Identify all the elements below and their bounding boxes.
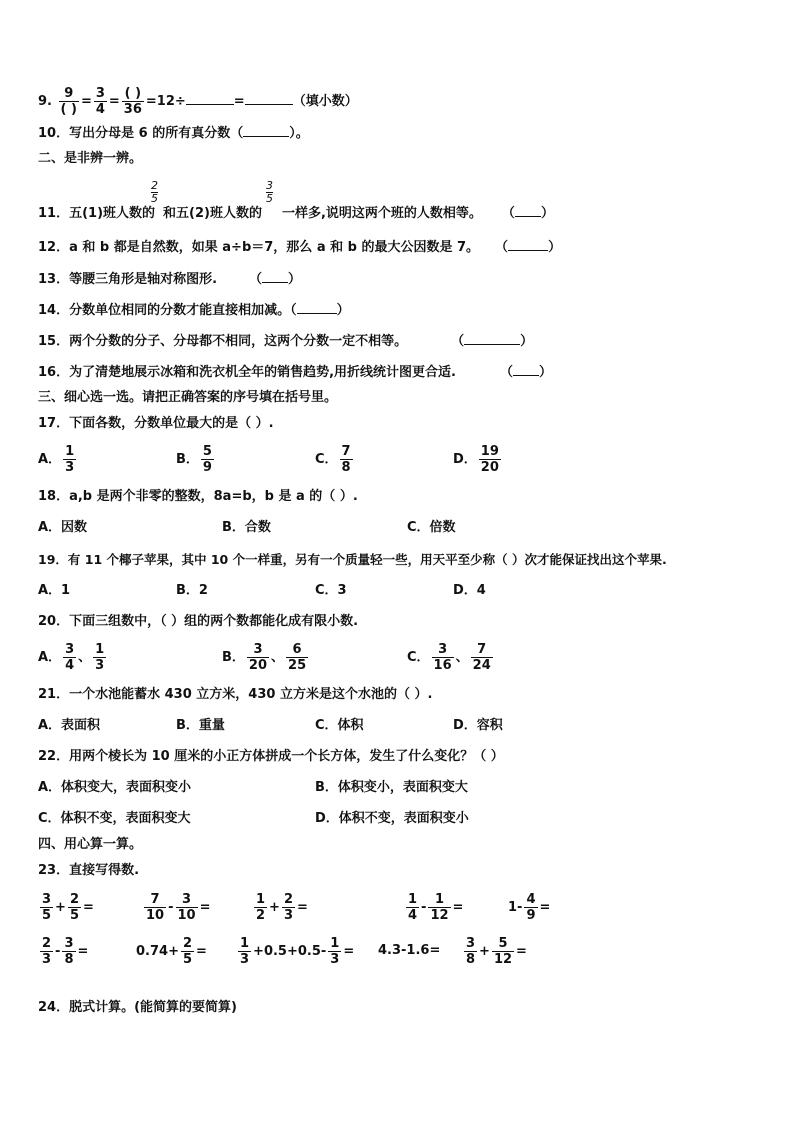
calc-item: $\frac{3}{8}$ + $\frac{5}{12}$ =: [466, 936, 527, 967]
option-a[interactable]: A． $\frac{3}{4}$ 、 $\frac{1}{3}$: [38, 642, 105, 673]
answer-blank[interactable]: [297, 301, 337, 314]
option-b[interactable]: B． $\frac{3}{20}$ 、 $\frac{6}{25}$: [222, 642, 307, 673]
option-d[interactable]: D． $\frac{19}{20}$: [453, 444, 499, 475]
option-c[interactable]: C．体积不变，表面积变大: [38, 811, 191, 826]
answer-blank[interactable]: [245, 92, 293, 105]
fraction: $\frac{( )}{36}$: [123, 86, 142, 117]
option-a[interactable]: A．1: [38, 583, 71, 598]
option-a[interactable]: A．因数: [38, 520, 88, 535]
option-b[interactable]: B．合数: [222, 520, 271, 535]
section-heading: 四、用心算一算。: [38, 837, 143, 852]
calc-item: 0.74+ $\frac{2}{5}$ =: [136, 936, 207, 967]
option-d[interactable]: D．容积: [453, 718, 503, 733]
question-16: 16．为了清楚地展示冰箱和洗衣机全年的销售趋势,用折线统计图更合适. （ ）: [38, 365, 552, 380]
option-c[interactable]: C．倍数: [407, 520, 456, 535]
question-14: 14．分数单位相同的分数才能直接相加减。（ ）: [38, 303, 350, 318]
section-heading: 三、细心选一选。请把正确答案的序号填在括号里。: [38, 390, 338, 405]
calc-item: $\frac{2}{3}$ - $\frac{3}{8}$ =: [42, 936, 89, 967]
question-19: 19．有 11 个椰子苹果，其中 10 个一样重，另有一个质量轻一些，用天平至少称（ ）次才能保证找出这个苹果.: [38, 552, 667, 567]
question-number: 9.: [38, 94, 52, 109]
fraction: $\frac{9}{( )}$: [60, 86, 77, 117]
option-a[interactable]: A．体积变大，表面积变小: [38, 780, 192, 795]
question-15: 15．两个分数的分子、分母都不相同，这两个分数一定不相等。 （ ）: [38, 334, 534, 349]
question-17: 17．下面各数，分数单位最大的是（ ）.: [38, 416, 274, 431]
option-c[interactable]: C． $\frac{3}{16}$ 、 $\frac{7}{24}$: [407, 642, 491, 673]
question-20: 20．下面三组数中，（ ）组的两个数都能化成有限小数.: [38, 614, 359, 629]
answer-blank[interactable]: [243, 124, 289, 137]
question-11: 11．五(1)班人数的 和五(2)班人数的 一样多,说明这两个班的人数相等。 （ ）: [38, 206, 554, 221]
calc-item: $\frac{1}{3}$ +0.5+0.5- $\frac{1}{3}$ =: [240, 936, 355, 967]
option-a[interactable]: A．表面积: [38, 718, 101, 733]
fraction: $\frac{3}{5}$: [266, 179, 273, 205]
question-9: 9. $\frac{9}{( )}$ = $\frac{3}{4}$ = $\frac{( )}{36}$ =12÷ = （填小数）: [38, 86, 358, 117]
question-12: 12．a 和 b 都是自然数，如果 a÷b＝7，那么 a 和 b 的最大公因数是 7。 （ ）: [38, 240, 562, 255]
calc-item: $\frac{1}{4}$ - $\frac{1}{12}$ =: [408, 892, 464, 923]
answer-blank[interactable]: [515, 204, 541, 217]
calc-item: $\frac{1}{2}$ + $\frac{2}{3}$ =: [256, 892, 308, 923]
fraction: $\frac{2}{5}$: [151, 179, 158, 205]
fraction: $\frac{3}{4}$: [95, 86, 105, 117]
option-b[interactable]: B．重量: [176, 718, 225, 733]
option-b[interactable]: B．体积变小，表面积变大: [315, 780, 468, 795]
question-21: 21．一个水池能蓄水 430 立方米，430 立方米是这个水池的（ ）.: [38, 687, 433, 702]
calc-item: $\frac{3}{5}$ + $\frac{2}{5}$ =: [42, 892, 94, 923]
option-a[interactable]: A． $\frac{1}{3}$: [38, 444, 75, 475]
calc-item: 1- $\frac{4}{9}$ =: [508, 892, 551, 923]
question-13: 13．等腰三角形是轴对称图形. （ ）: [38, 272, 302, 287]
answer-blank[interactable]: [186, 92, 234, 105]
option-b[interactable]: B． $\frac{5}{9}$: [176, 444, 212, 475]
option-d[interactable]: D．4: [453, 583, 486, 598]
answer-blank[interactable]: [513, 363, 539, 376]
question-23: 23．直接写得数.: [38, 863, 140, 878]
answer-blank[interactable]: [262, 270, 288, 283]
question-18: 18．a,b 是两个非零的整数，8a=b，b 是 a 的（ ）.: [38, 489, 358, 504]
option-c[interactable]: C．体积: [315, 718, 364, 733]
answer-blank[interactable]: [508, 238, 548, 251]
option-d[interactable]: D．体积不变，表面积变小: [315, 811, 469, 826]
answer-blank[interactable]: [464, 332, 520, 345]
option-b[interactable]: B．2: [176, 583, 208, 598]
option-c[interactable]: C．3: [315, 583, 347, 598]
option-c[interactable]: C． $\frac{7}{8}$: [315, 444, 351, 475]
calc-item: 4.3-1.6=: [378, 943, 441, 958]
section-heading: 二、是非辨一辨。: [38, 151, 143, 166]
question-24: 24．脱式计算。(能简算的要简算): [38, 1000, 237, 1015]
question-10: 10．写出分母是 6 的所有真分数（ ）。: [38, 126, 309, 141]
question-22: 22．用两个棱长为 10 厘米的小正方体拼成一个长方体，发生了什么变化？（ ）: [38, 749, 504, 764]
calc-item: $\frac{7}{10}$ - $\frac{3}{10}$ =: [146, 892, 211, 923]
